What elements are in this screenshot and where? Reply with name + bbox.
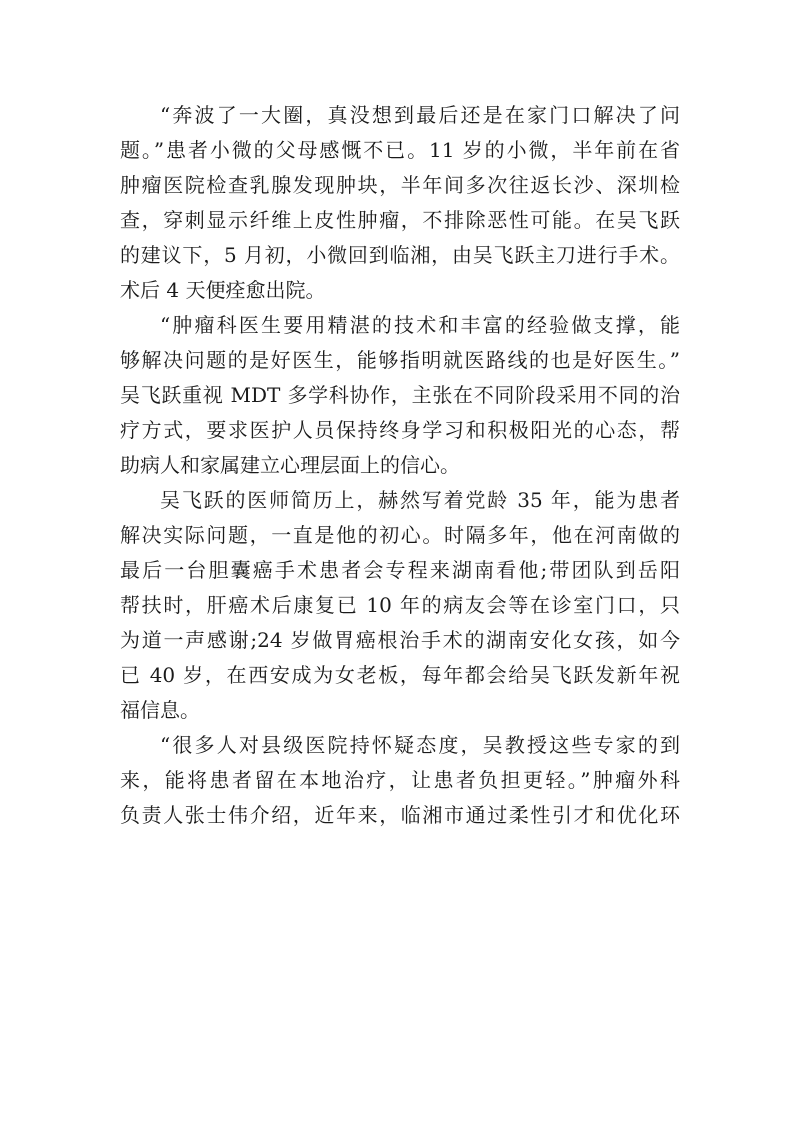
text-line: 吴飞跃重视 MDT 多学科协作，主张在不同阶段采用不同的治 [120,383,680,407]
text-line: 题。”患者小微的父母感慨不已。11 岁的小微，半年前在省 [120,138,680,162]
text-line: “很多人对县级医院持怀疑态度，吴教授这些专家的到 [160,733,680,757]
text-line: 负责人张士伟介绍，近年来，临湘市通过柔性引才和优化环 [120,803,680,827]
text-line: 帮扶时，肝癌术后康复已 10 年的病友会等在诊室门口，只 [120,593,680,617]
text-line: 疗方式，要求医护人员保持终身学习和积极阳光的心态，帮 [120,418,680,442]
text-line: 的建议下，5 月初，小微回到临湘，由吴飞跃主刀进行手术。 [120,243,680,267]
text-line: 术后 4 天便痊愈出院。 [120,278,326,302]
text-line: 助病人和家属建立心理层面上的信心。 [120,453,460,477]
paragraph-1 [120,98,680,308]
text-line: 最后一台胆囊癌手术患者会专程来湖南看他;带团队到岳阳 [120,558,680,582]
text-line: 解决实际问题，一直是他的初心。时隔多年，他在河南做的 [120,523,680,547]
text-line: 肿瘤医院检查乳腺发现肿块，半年间多次往返长沙、深圳检 [120,173,680,197]
paragraph-2 [120,308,680,483]
paragraph-4 [120,728,680,833]
text-line: 吴飞跃的医师简历上，赫然写着党龄 35 年，能为患者 [160,488,680,512]
text-line: 来，能将患者留在本地治疗，让患者负担更轻。”肿瘤外科 [120,768,680,792]
article-body [120,98,680,833]
text-line: 已 40 岁，在西安成为女老板，每年都会给吴飞跃发新年祝 [120,663,680,687]
text-line: 福信息。 [120,698,200,722]
paragraph-3 [120,483,680,728]
text-line: 为道一声感谢;24 岁做胃癌根治手术的湖南安化女孩，如今 [120,628,680,652]
text-line: 查，穿刺显示纤维上皮性肿瘤，不排除恶性可能。在吴飞跃 [120,208,680,232]
text-line: “奔波了一大圈，真没想到最后还是在家门口解决了问 [160,103,680,127]
text-line: 够解决问题的是好医生，能够指明就医路线的也是好医生。” [120,348,680,372]
text-line: “肿瘤科医生要用精湛的技术和丰富的经验做支撑，能 [160,313,680,337]
